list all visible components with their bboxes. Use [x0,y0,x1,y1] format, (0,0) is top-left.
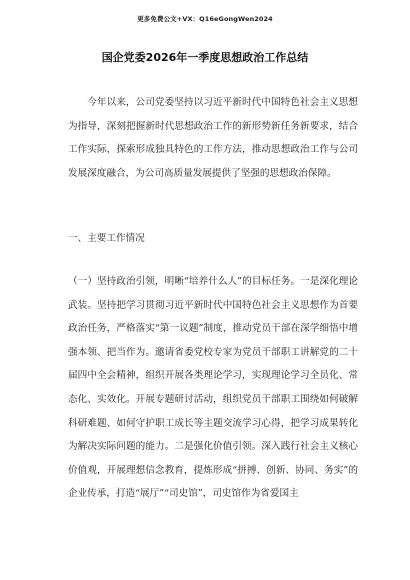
subsection-1-paragraph: （一）坚持政治引领，明晰“培养什么人”的目标任务。一是深化理论武装。坚持把学习贯彻习近平新时代中国特色社会主义思想作为首要政治任务，严格落实“第一议题”制度，推动党员干部在深学细悟中增强本领、把当作为。邀请省委党校专家为党员干部职工讲解党的二十届四中全会精神，组织开展各类理论学习，实现理论学习全员化、常态化、实效化。开展专题研讨活动，组织党员干部职工围绕如何破解科研难题、如何守护职工成长等主题交流学习心得，把学习成果转化为解决实际问题的能力。二是强化价值引领。深入践行社会主义核心价值观，开展理想信念教育，提炼形成“拼搏、创新、协同、务实”的企业传承，打造“展厅”“司史馆”，司史馆作为省爱国主 [68,276,358,500]
header-note: 更多免费公文+VX：Q16eGongWen2024 [137,15,273,23]
intro-paragraph: 今年以来，公司党委坚持以习近平新时代中国特色社会主义思想为指导，深刻把握新时代思想政治工作的新形势新任务新要求，结合工作实际，探索形成独具特色的工作方法，推动思想政治工作与公司发展深度融合，为公司高质量发展提供了坚强的思想政治保障。 [68,97,358,179]
section-1-heading: 一、主要工作情况 [68,233,145,244]
document-title: 国企党委2026年一季度思想政治工作总结 [101,51,309,64]
section-heading-block [68,227,358,251]
subsection-1-block [68,270,358,506]
intro-block [68,91,358,185]
